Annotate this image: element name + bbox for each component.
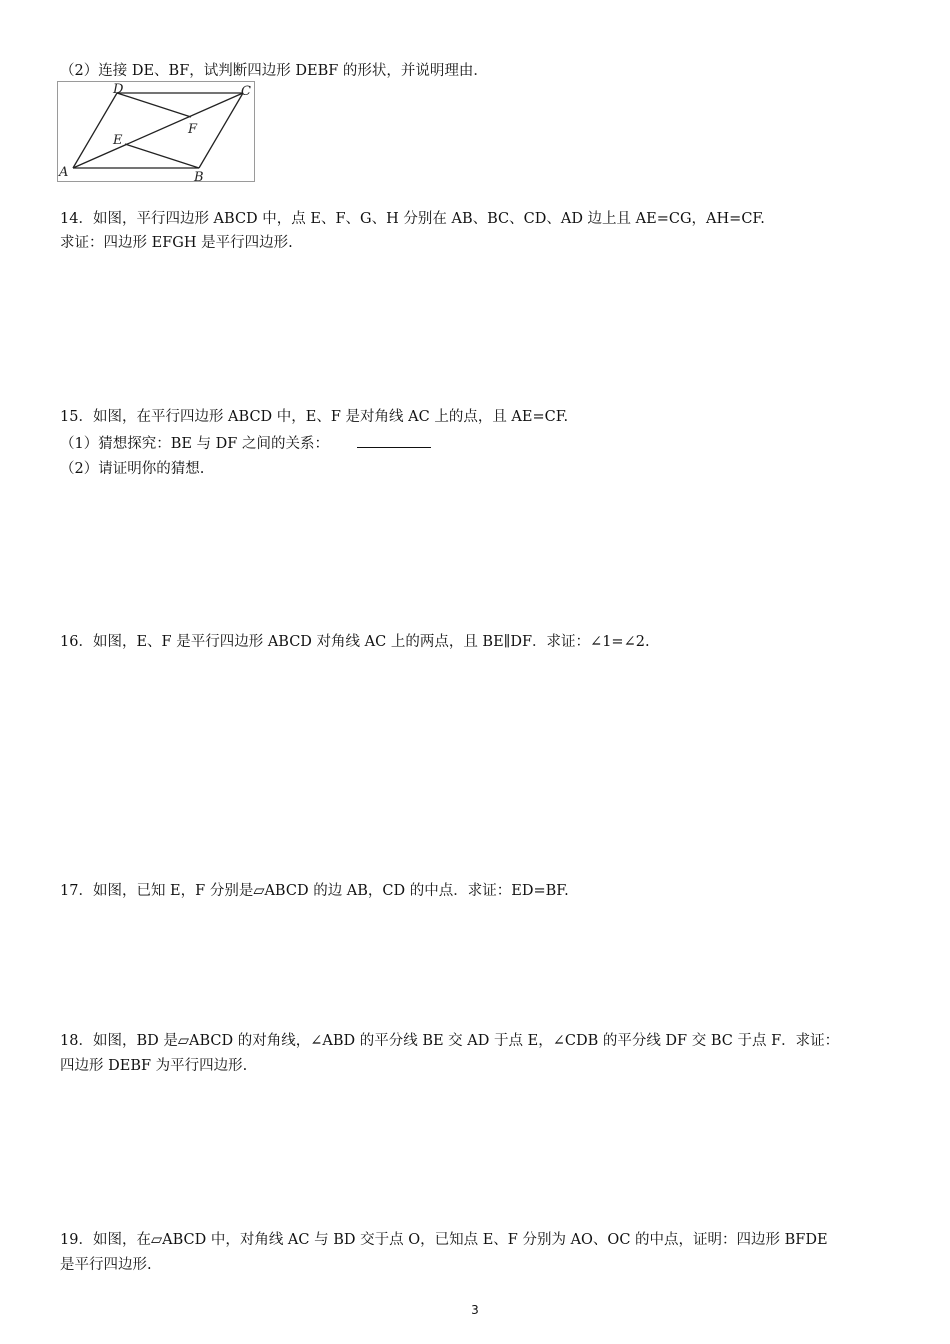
problem15-line3: （2）请证明你的猜想. [60,461,205,477]
problem14-line1: 14．如图，平行四边形 ABCD 中，点 E、F、G、H 分别在 AB、BC、CD、AD 边上且 AE=CG，AH=CF. [60,211,765,227]
problem15-question: （1）猜想探究：BE 与 DF 之间的关系： [60,436,329,452]
problem17-line1: 17．如图，已知 E，F 分别是▱ABCD 的边 AB，CD 的中点．求证：ED=BF. [60,883,569,899]
label-E: E [113,133,123,148]
answer-blank[interactable] [357,433,431,448]
problem15-line2 [60,433,431,454]
parallelogram-figure [57,81,255,182]
problem13-part2: （2）连接 DE、BF，试判断四边形 DEBF 的形状，并说明理由． [60,63,488,79]
problem15-line1: 15．如图，在平行四边形 ABCD 中，E、F 是对角线 AC 上的点，且 AE=CF. [60,409,569,425]
label-B: B [194,170,204,182]
parallelogram-diagram [57,81,255,182]
problem19-line2: 是平行四边形. [60,1257,152,1273]
label-D: D [113,82,124,97]
problem19-line1: 19．如图，在▱ABCD 中，对角线 AC 与 BD 交于点 O，已知点 E、F 分别为 AO、OC 的中点，证明：四边形 BFDE [60,1232,828,1248]
page-number: 3 [471,1303,479,1317]
problem18-line1: 18．如图，BD 是▱ABCD 的对角线，∠ABD 的平分线 BE 交 AD 于点 E，∠CDB 的平分线 DF 交 BC 于点 F．求证： [60,1033,840,1049]
label-F: F [188,122,198,137]
problem16-line1: 16．如图，E、F 是平行四边形 ABCD 对角线 AC 上的两点，且 BE∥DF．求证：∠1=∠2. [60,634,650,650]
problem14-line2: 求证：四边形 EFGH 是平行四边形. [60,235,293,251]
label-C: C [241,84,251,99]
problem18-line2: 四边形 DEBF 为平行四边形. [60,1058,248,1074]
label-A: A [59,165,69,180]
